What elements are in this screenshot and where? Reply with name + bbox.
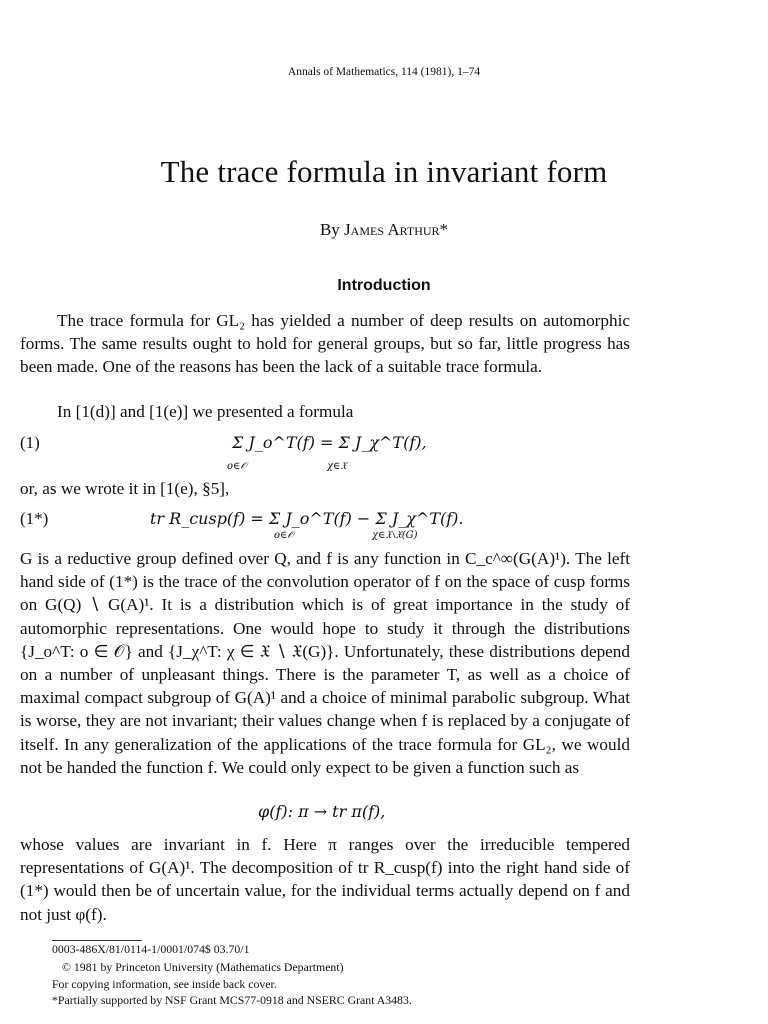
footnote-support: *Partially supported by NSF Grant MCS77-0918 and NSERC Grant A3483.: [52, 993, 412, 1007]
equation-1star-subscript-right: χ∈𝔛∖𝔛(G): [372, 530, 418, 541]
or-line: or, as we wrote it in [1(e), §5],: [20, 479, 230, 498]
section-heading: Introduction: [337, 277, 431, 294]
equation-1-label: (1): [20, 433, 40, 452]
equation-phi: φ(f): π → tr π(f),: [258, 802, 386, 821]
byline-by: By: [319, 220, 340, 239]
equation-1-subscript-left: o∈𝒪: [227, 461, 247, 472]
author-name: James Arthur*: [344, 220, 449, 239]
equation-1: Σ J_o^T(f) = Σ J_χ^T(f),: [232, 433, 427, 452]
paper-title: The trace formula in invariant form: [160, 154, 608, 189]
journal-header: Annals of Mathematics, 114 (1981), 1–74: [287, 66, 481, 78]
footnote-copyright: © 1981 by Princeton University (Mathematics Department): [62, 960, 344, 974]
footnote-issn: 0003-486X/81/0114-1/0001/074$ 03.70/1: [52, 942, 250, 956]
author-byline: [0, 220, 768, 240]
paragraph-4: whose values are invariant in f. Here π ranges over the irreducible tempered representations of G(A)¹. The decomposition of tr R_cusp(f) into the right hand side of (1*) would then be of uncertain value, for the individual terms actually depend on f and not just φ(f).: [20, 835, 630, 924]
equation-1star: tr R_cusp(f) = Σ J_o^T(f) − Σ J_χ^T(f).: [150, 509, 464, 528]
paragraph-2: In [1(d)] and [1(e)] we presented a formula: [57, 402, 354, 421]
footnote-copying: For copying information, see inside back cover.: [52, 977, 277, 991]
equation-1star-subscript-left: o∈𝒪: [274, 530, 294, 541]
equation-1star-label: (1*): [20, 509, 49, 528]
paragraph-3: G is a reductive group defined over Q, and f is any function in C_c^∞(G(A)¹). The left hand side of (1*) is the trace of the convolution operator of f on the space of cusp forms on G(Q) ∖ G(A)¹. It is a distribution which is of great importance in the study of automorphic representations. One would hope to study it through the distributions {J_o^T: o ∈ 𝒪} and {J_χ^T: χ ∈ 𝔛 ∖ 𝔛(G)}. Unfortunately, these distributions depend on a number of unpleasant things. There is the parameter T, as well as a choice of maximal compact subgroup of G(A)¹ and a choice of minimal parabolic subgroup. What is worse, they are not invariant; their values change when f is replaced by a conjugate of itself. In any generalization of the applications of the trace formula for GL₂, we would not be handed the function f. We could only expect to be given a function such as: [20, 549, 630, 777]
paragraph-1: The trace formula for GL₂ has yielded a number of deep results on automorphic forms. The same results ought to hold for general groups, but so far, little progress has been made. One of the reasons has been the lack of a suitable trace formula.: [20, 311, 630, 377]
equation-1-subscript-right: χ∈𝔛: [327, 461, 347, 472]
